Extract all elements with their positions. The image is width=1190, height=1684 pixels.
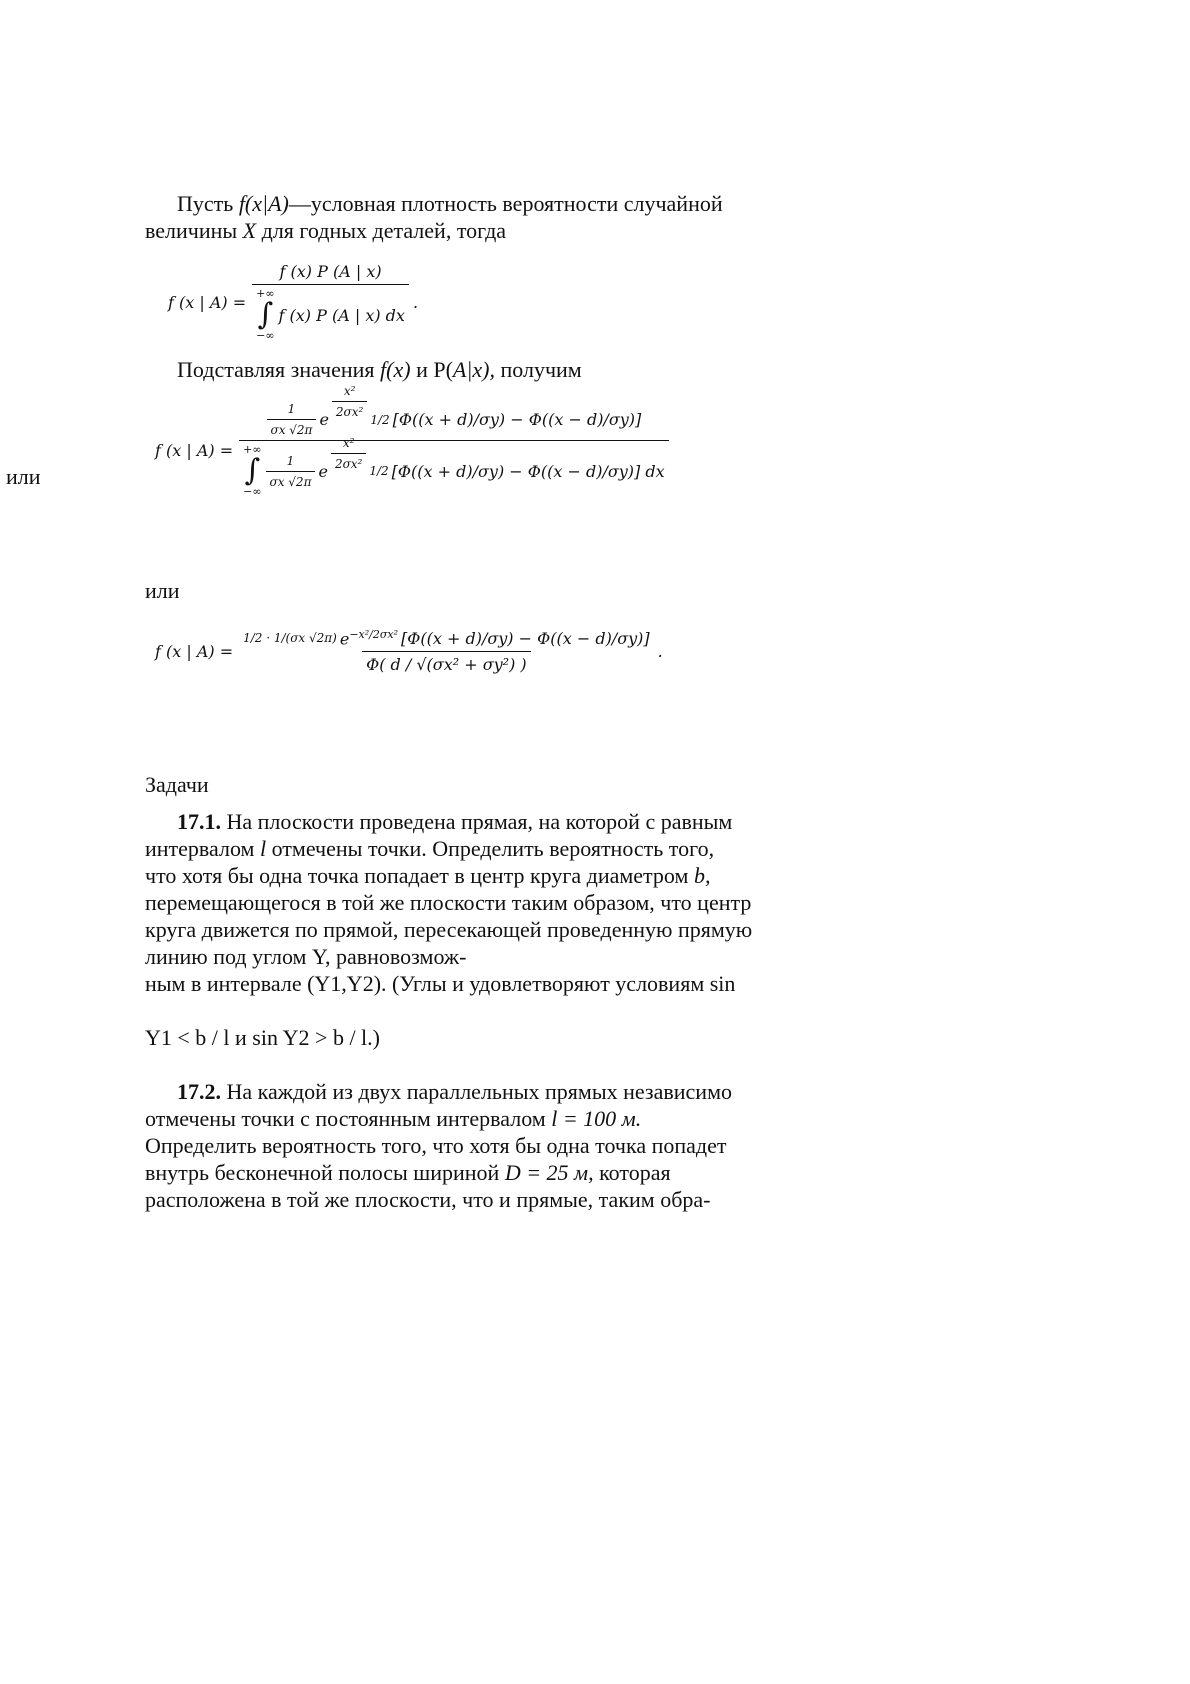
formula-denominator-body: f (x) P (A | x) dx xyxy=(278,305,405,325)
problem-17-2: 17.2. На каждой из двух параллельных прямых независимо отмечены точки с постоянным интервалом l = 100 м. Определить вероятность того, что хотя бы одна точка попадет внутрь бесконечной полосы шириной D = 25 м, которая расположена в той же плоскости, что и прямые, таким обра- xyxy=(145,1079,732,1212)
formula-numerator: $\frac{1}{\sigma x √2\pi}$ e $\frac{\text{x²}}{\text{2σx²}}$ 1/2 [Φ((x + d)/σy) − Φ((x − d)/σy)] xyxy=(263,402,646,440)
intro-text: для годных деталей, тогда xyxy=(256,218,507,243)
formula-fraction xyxy=(239,384,669,498)
problem-number: 17.2. xyxy=(177,1079,221,1104)
half-coef: 1/2 xyxy=(370,412,390,427)
integral-lower-limit: −∞ xyxy=(243,485,262,498)
substitution-paragraph xyxy=(145,356,825,383)
problem-17-1: 17.1. На плоскости проведена прямая, на которой с равным интервалом l отмечены точки. Определить вероятность того, что хотя бы одна точка попадает в центр круга диаметром b, перемещающегося в той же плоскости таким образом, что центр круга движется по прямой, пересекающей проведенную прямую линию под углом Y, равновозмож- ным в интервале (Y1,Y2). (Углы и удовлетворяют условиям sin xyxy=(145,809,753,996)
intro-symbol: X xyxy=(242,218,257,243)
subst-symbol: A|x), xyxy=(452,357,495,382)
intro-paragraph xyxy=(145,190,825,244)
subst-text: получим xyxy=(494,357,582,382)
formula-conditional-density xyxy=(168,262,418,342)
formula-period: . xyxy=(412,292,419,312)
formula-numerator: f (x) P (A | x) xyxy=(279,262,382,281)
problem-17-1-tail: Y1 < b / l и sin Y2 > b / l.) xyxy=(145,1025,380,1050)
phi-bracket: [Φ((x + d)/σy) − Φ((x − d)/σy)] xyxy=(401,628,650,648)
section-heading: Задачи xyxy=(145,772,209,797)
formula-denominator: +∞ ∫ −∞ $\frac{1}{\sigma x √2\pi}$ e $\frac{\text{x²}}{\text{2σx²}}$ 1/2 [Φ((x + d)/σy) − Φ((x − d)/σy)] dx xyxy=(239,440,669,498)
formula-denominator: Φ( d / √(σx² + σy²) ) xyxy=(362,651,531,674)
subst-symbol: f(x) xyxy=(380,357,411,382)
formula-fraction xyxy=(239,628,654,674)
formula-denominator xyxy=(252,284,409,342)
phi-bracket: [Φ((x + d)/σy) − Φ((x − d)/σy)] dx xyxy=(391,461,665,481)
formula-period: . xyxy=(657,641,663,661)
formula-substituted xyxy=(155,384,695,498)
intro-text: величины xyxy=(145,218,243,243)
integral-upper-limit: +∞ xyxy=(256,287,275,300)
margin-word: или xyxy=(6,464,41,489)
formula-lhs: f (x | A) = xyxy=(168,292,247,312)
exponent-fraction: $\frac{\text{x²}}{\text{2σx²}}$ xyxy=(332,384,367,419)
subst-text: Подставляя значения xyxy=(177,357,381,382)
formula-final xyxy=(155,628,663,674)
integral-upper-limit: +∞ xyxy=(243,443,262,456)
exponent: −x²/2σx² xyxy=(349,628,399,641)
exponent-fraction: $\frac{\text{x²}}{\text{2σx²}}$ xyxy=(331,436,366,471)
subst-text: и P( xyxy=(410,357,453,382)
integral-lower-limit: −∞ xyxy=(256,329,275,342)
phi-bracket: [Φ((x + d)/σy) − Φ((x − d)/σy)] xyxy=(392,410,642,429)
formula-lhs: f (x | A) = xyxy=(155,641,234,661)
formula-lhs: f (x | A) = xyxy=(155,440,234,460)
intro-symbol: f(x|A) xyxy=(238,191,289,216)
intro-text: Пусть xyxy=(177,191,239,216)
integral-sign: +∞ ∫ −∞ xyxy=(243,443,262,498)
formula-numerator: 1/2 · 1/(σx √2π) $e^{-x^2/2\sigma x^2}$ [Φ((x + d)/σy) − Φ((x − d)/σy)] xyxy=(243,628,650,649)
or-text: или xyxy=(145,578,180,603)
coef-fraction: $\frac{1}{\sigma x √2\pi}$ xyxy=(266,454,316,489)
integral-sign: +∞ ∫ −∞ xyxy=(256,287,275,342)
coef-fraction: $\frac{1}{\sigma x √2\pi}$ xyxy=(267,402,317,437)
coef: 1/2 · 1/(σx √2π) xyxy=(243,631,337,646)
intro-text: —условная плотность вероятности случайной xyxy=(288,191,723,216)
formula-fraction xyxy=(252,262,409,342)
half-coef: 1/2 xyxy=(369,464,389,478)
problem-number: 17.1. xyxy=(177,809,221,834)
